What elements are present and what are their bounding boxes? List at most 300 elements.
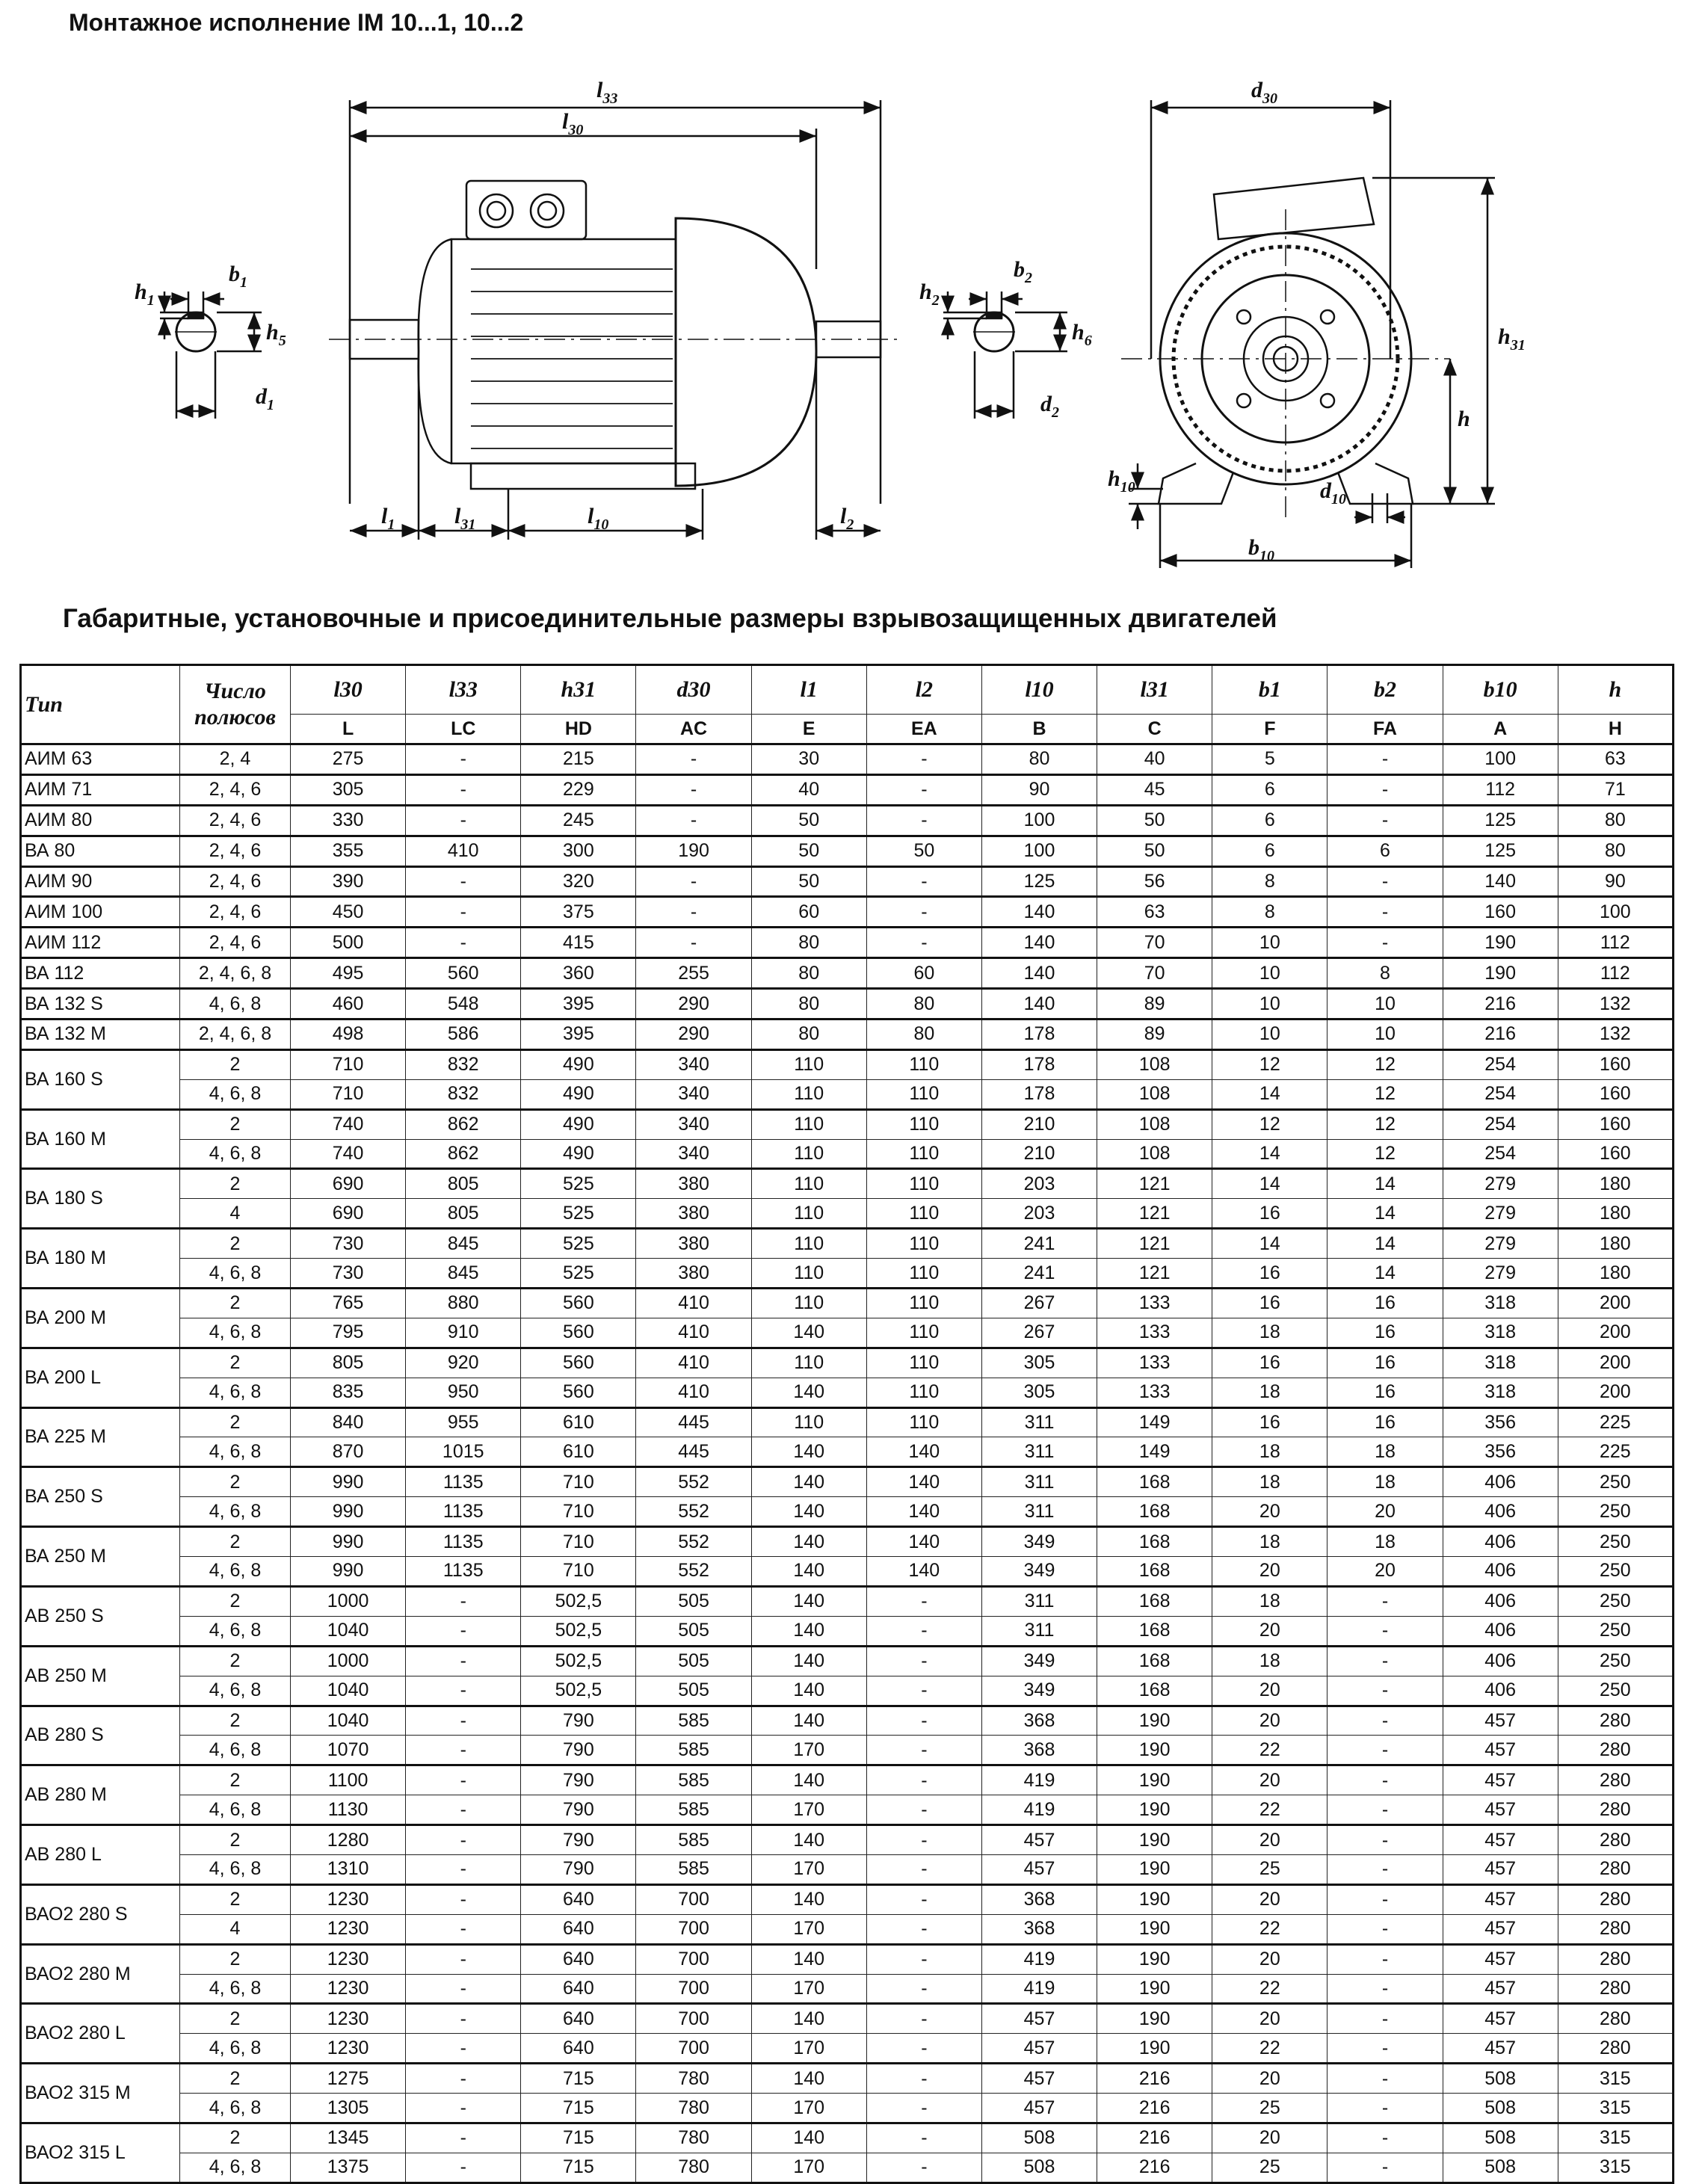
value-cell: 255: [636, 958, 751, 989]
value-cell: 100: [1558, 897, 1673, 928]
table-row: [21, 2123, 1674, 2153]
value-cell: 254: [1443, 1109, 1558, 1139]
value-cell: 832: [406, 1049, 521, 1079]
motor-type-cell: ВА 132 S: [21, 989, 180, 1019]
header-symbol-h: h: [1558, 665, 1673, 715]
value-cell: -: [866, 2064, 981, 2094]
motor-type-cell: ВА 200 L: [21, 1348, 180, 1407]
value-cell: 190: [1443, 958, 1558, 989]
value-cell: 1000: [291, 1646, 406, 1676]
table-row: [21, 1974, 1674, 2004]
value-cell: 457: [1443, 1825, 1558, 1855]
value-cell: 190: [1097, 1944, 1212, 1974]
value-cell: -: [636, 866, 751, 897]
value-cell: 920: [406, 1348, 521, 1378]
page-title: Монтажное исполнение IM 10...1, 10...2: [69, 9, 524, 36]
value-cell: -: [406, 1586, 521, 1616]
poles-cell: 2, 4, 6: [180, 805, 291, 836]
value-cell: 805: [406, 1199, 521, 1229]
value-cell: -: [406, 1914, 521, 1944]
header-code-b: B: [981, 715, 1097, 744]
value-cell: -: [866, 744, 981, 775]
value-cell: -: [1327, 1676, 1443, 1706]
value-cell: 457: [1443, 1914, 1558, 1944]
value-cell: 419: [981, 1974, 1097, 2004]
motor-side-view: [329, 100, 897, 540]
value-cell: 585: [636, 1765, 751, 1795]
value-cell: -: [406, 866, 521, 897]
dimensions-table-body: [21, 665, 1674, 2183]
value-cell: 25: [1212, 1854, 1327, 1884]
value-cell: 168: [1097, 1527, 1212, 1557]
value-cell: 140: [751, 1884, 866, 1914]
value-cell: 80: [751, 989, 866, 1019]
value-cell: 110: [751, 1259, 866, 1289]
table-row: [21, 1854, 1674, 1884]
value-cell: 279: [1443, 1199, 1558, 1229]
value-cell: 90: [1558, 866, 1673, 897]
value-cell: 508: [981, 2153, 1097, 2183]
value-cell: 140: [751, 1586, 866, 1616]
value-cell: 368: [981, 1706, 1097, 1736]
value-cell: 110: [866, 1229, 981, 1259]
value-cell: 280: [1558, 1944, 1673, 1974]
value-cell: 110: [866, 1348, 981, 1378]
value-cell: -: [866, 1884, 981, 1914]
value-cell: 12: [1212, 1049, 1327, 1079]
value-cell: -: [866, 1765, 981, 1795]
value-cell: 340: [636, 1139, 751, 1169]
motor-type-cell: АИМ 90: [21, 866, 180, 897]
value-cell: 508: [1443, 2123, 1558, 2153]
value-cell: 110: [866, 1407, 981, 1437]
value-cell: -: [866, 774, 981, 805]
header-code-c: C: [1097, 715, 1212, 744]
value-cell: 190: [1097, 1974, 1212, 2004]
value-cell: 40: [751, 774, 866, 805]
dim-label-h10: $h_{10}$: [1108, 466, 1135, 496]
value-cell: 16: [1212, 1199, 1327, 1229]
value-cell: 1275: [291, 2064, 406, 2094]
value-cell: 710: [521, 1527, 636, 1557]
value-cell: 108: [1097, 1079, 1212, 1109]
value-cell: 1135: [406, 1467, 521, 1497]
value-cell: 170: [751, 1854, 866, 1884]
value-cell: 990: [291, 1497, 406, 1527]
table-row: [21, 774, 1674, 805]
value-cell: 315: [1558, 2153, 1673, 2183]
value-cell: 70: [1097, 958, 1212, 989]
value-cell: 89: [1097, 1019, 1212, 1050]
value-cell: -: [866, 1825, 981, 1855]
value-cell: 140: [751, 1378, 866, 1407]
dim-label-d1: $d_1$: [256, 384, 274, 413]
value-cell: 508: [981, 2123, 1097, 2153]
motor-type-cell: ВА 132 M: [21, 1019, 180, 1050]
value-cell: 160: [1443, 897, 1558, 928]
value-cell: 160: [1558, 1049, 1673, 1079]
value-cell: 250: [1558, 1586, 1673, 1616]
value-cell: -: [1327, 774, 1443, 805]
motor-front-view: [1121, 100, 1495, 568]
table-row: [21, 1109, 1674, 1139]
dim-label-h6: $h_6$: [1072, 320, 1092, 349]
value-cell: 140: [751, 1616, 866, 1646]
table-row: [21, 1019, 1674, 1050]
value-cell: 640: [521, 2004, 636, 2034]
dim-label-d30: $d_{30}$: [1251, 78, 1277, 107]
value-cell: 133: [1097, 1378, 1212, 1407]
poles-cell: 4, 6, 8: [180, 1079, 291, 1109]
poles-cell: 4, 6, 8: [180, 1557, 291, 1587]
value-cell: 1230: [291, 1914, 406, 1944]
value-cell: 640: [521, 1884, 636, 1914]
table-row: [21, 836, 1674, 866]
poles-cell: 2: [180, 2004, 291, 2034]
value-cell: 110: [866, 1169, 981, 1199]
header-symbol-b2: b2: [1327, 665, 1443, 715]
value-cell: 1040: [291, 1706, 406, 1736]
value-cell: 457: [1443, 1854, 1558, 1884]
value-cell: 406: [1443, 1646, 1558, 1676]
value-cell: 140: [866, 1467, 981, 1497]
table-row: [21, 1676, 1674, 1706]
value-cell: 133: [1097, 1289, 1212, 1318]
value-cell: 415: [521, 928, 636, 958]
value-cell: 229: [521, 774, 636, 805]
value-cell: 121: [1097, 1259, 1212, 1289]
value-cell: 18: [1212, 1437, 1327, 1467]
motor-type-cell: АВ 280 M: [21, 1765, 180, 1825]
value-cell: 140: [751, 1557, 866, 1587]
dim-label-h: h: [1458, 407, 1470, 431]
value-cell: 610: [521, 1437, 636, 1467]
value-cell: 20: [1327, 1497, 1443, 1527]
table-row: [21, 2004, 1674, 2034]
value-cell: 140: [981, 928, 1097, 958]
value-cell: 305: [981, 1348, 1097, 1378]
value-cell: -: [406, 1736, 521, 1765]
poles-cell: 4, 6, 8: [180, 1378, 291, 1407]
table-row: [21, 2094, 1674, 2123]
value-cell: 380: [636, 1229, 751, 1259]
value-cell: 110: [751, 1289, 866, 1318]
table-row: [21, 1169, 1674, 1199]
motor-type-cell: ВА 180 M: [21, 1229, 180, 1289]
motor-type-cell: ВАО2 280 M: [21, 1944, 180, 2004]
value-cell: 10: [1212, 1019, 1327, 1050]
value-cell: 445: [636, 1437, 751, 1467]
value-cell: 450: [291, 897, 406, 928]
poles-cell: 2, 4, 6, 8: [180, 958, 291, 989]
value-cell: 990: [291, 1467, 406, 1497]
value-cell: 267: [981, 1289, 1097, 1318]
value-cell: 318: [1443, 1289, 1558, 1318]
value-cell: 508: [1443, 2153, 1558, 2183]
table-row: [21, 1318, 1674, 1348]
value-cell: 279: [1443, 1169, 1558, 1199]
value-cell: 457: [1443, 1706, 1558, 1736]
value-cell: 368: [981, 1914, 1097, 1944]
value-cell: -: [406, 805, 521, 836]
value-cell: 560: [521, 1378, 636, 1407]
value-cell: 457: [1443, 2034, 1558, 2064]
value-cell: 356: [1443, 1407, 1558, 1437]
value-cell: 20: [1327, 1557, 1443, 1587]
poles-cell: 2: [180, 1586, 291, 1616]
value-cell: 56: [1097, 866, 1212, 897]
value-cell: 500: [291, 928, 406, 958]
header-code-h: H: [1558, 715, 1673, 744]
value-cell: 121: [1097, 1199, 1212, 1229]
value-cell: 395: [521, 989, 636, 1019]
value-cell: 178: [981, 1019, 1097, 1050]
value-cell: 700: [636, 2004, 751, 2034]
value-cell: 8: [1327, 958, 1443, 989]
value-cell: 710: [521, 1467, 636, 1497]
value-cell: 700: [636, 1914, 751, 1944]
dim-label-l10: $l_{10}$: [588, 504, 609, 533]
value-cell: 180: [1558, 1229, 1673, 1259]
value-cell: 110: [866, 1109, 981, 1139]
value-cell: 300: [521, 836, 636, 866]
value-cell: 225: [1558, 1437, 1673, 1467]
value-cell: 910: [406, 1318, 521, 1348]
motor-type-cell: ВАО2 280 L: [21, 2004, 180, 2064]
value-cell: 140: [751, 1825, 866, 1855]
poles-cell: 4, 6, 8: [180, 2094, 291, 2123]
poles-cell: 2: [180, 1229, 291, 1259]
value-cell: 50: [751, 866, 866, 897]
table-row: [21, 1259, 1674, 1289]
table-row: [21, 1527, 1674, 1557]
value-cell: 18: [1212, 1378, 1327, 1407]
value-cell: 14: [1212, 1229, 1327, 1259]
table-row: [21, 1348, 1674, 1378]
value-cell: -: [406, 1765, 521, 1795]
value-cell: 110: [866, 1139, 981, 1169]
value-cell: 190: [1097, 2034, 1212, 2064]
table-row: [21, 897, 1674, 928]
value-cell: 18: [1327, 1467, 1443, 1497]
value-cell: 125: [1443, 805, 1558, 836]
value-cell: 390: [291, 866, 406, 897]
value-cell: -: [866, 1706, 981, 1736]
value-cell: 560: [521, 1348, 636, 1378]
value-cell: 60: [866, 958, 981, 989]
value-cell: 368: [981, 1736, 1097, 1765]
motor-type-cell: АВ 280 L: [21, 1825, 180, 1885]
value-cell: 862: [406, 1139, 521, 1169]
value-cell: -: [1327, 1795, 1443, 1825]
value-cell: 795: [291, 1318, 406, 1348]
value-cell: 245: [521, 805, 636, 836]
value-cell: 160: [1558, 1139, 1673, 1169]
value-cell: -: [866, 1914, 981, 1944]
value-cell: 445: [636, 1407, 751, 1437]
value-cell: 100: [1443, 744, 1558, 775]
value-cell: -: [1327, 1736, 1443, 1765]
value-cell: 250: [1558, 1616, 1673, 1646]
value-cell: -: [1327, 1974, 1443, 2004]
value-cell: 140: [866, 1557, 981, 1587]
value-cell: 610: [521, 1407, 636, 1437]
value-cell: 585: [636, 1706, 751, 1736]
value-cell: 340: [636, 1049, 751, 1079]
value-cell: 210: [981, 1139, 1097, 1169]
motor-type-cell: АИМ 100: [21, 897, 180, 928]
value-cell: 70: [1097, 928, 1212, 958]
value-cell: 349: [981, 1676, 1097, 1706]
motor-type-cell: ВА 250 M: [21, 1527, 180, 1587]
value-cell: 254: [1443, 1139, 1558, 1169]
value-cell: 200: [1558, 1289, 1673, 1318]
value-cell: -: [636, 774, 751, 805]
value-cell: 190: [1097, 1706, 1212, 1736]
value-cell: 490: [521, 1139, 636, 1169]
value-cell: -: [406, 774, 521, 805]
value-cell: 108: [1097, 1049, 1212, 1079]
value-cell: 311: [981, 1616, 1097, 1646]
value-cell: 315: [1558, 2064, 1673, 2094]
value-cell: 862: [406, 1109, 521, 1139]
dim-label-l2: $l_2$: [840, 504, 854, 533]
poles-cell: 2: [180, 1646, 291, 1676]
value-cell: 406: [1443, 1676, 1558, 1706]
table-row: [21, 1049, 1674, 1079]
value-cell: 10: [1327, 1019, 1443, 1050]
poles-cell: 2: [180, 1944, 291, 1974]
value-cell: 80: [751, 958, 866, 989]
value-cell: 457: [981, 1854, 1097, 1884]
table-row: [21, 2153, 1674, 2183]
value-cell: 710: [521, 1497, 636, 1527]
poles-cell: 4, 6, 8: [180, 1259, 291, 1289]
value-cell: 1280: [291, 1825, 406, 1855]
value-cell: 149: [1097, 1437, 1212, 1467]
value-cell: 320: [521, 866, 636, 897]
value-cell: 210: [981, 1109, 1097, 1139]
poles-cell: 4, 6, 8: [180, 989, 291, 1019]
value-cell: 1230: [291, 1884, 406, 1914]
value-cell: 25: [1212, 2094, 1327, 2123]
value-cell: 457: [1443, 1884, 1558, 1914]
value-cell: 6: [1212, 774, 1327, 805]
value-cell: 525: [521, 1169, 636, 1199]
header-symbol-d30: d30: [636, 665, 751, 715]
motor-type-cell: АВ 250 M: [21, 1646, 180, 1706]
value-cell: 110: [751, 1169, 866, 1199]
header-symbol-b1: b1: [1212, 665, 1327, 715]
value-cell: 790: [521, 1736, 636, 1765]
value-cell: -: [406, 1825, 521, 1855]
value-cell: -: [866, 866, 981, 897]
dim-label-l1: $l_1$: [381, 504, 395, 533]
value-cell: 410: [636, 1318, 751, 1348]
value-cell: 840: [291, 1407, 406, 1437]
value-cell: 406: [1443, 1586, 1558, 1616]
table-row: [21, 1736, 1674, 1765]
table-row: [21, 1079, 1674, 1109]
value-cell: 318: [1443, 1378, 1558, 1407]
value-cell: 14: [1327, 1259, 1443, 1289]
value-cell: -: [1327, 897, 1443, 928]
value-cell: 419: [981, 1944, 1097, 1974]
value-cell: 502,5: [521, 1586, 636, 1616]
header-poles: Число полюсов: [180, 665, 291, 744]
value-cell: 490: [521, 1109, 636, 1139]
table-row: [21, 958, 1674, 989]
value-cell: 560: [521, 1318, 636, 1348]
table-row: [21, 2064, 1674, 2094]
value-cell: 710: [521, 1557, 636, 1587]
value-cell: 1070: [291, 1736, 406, 1765]
value-cell: 715: [521, 2064, 636, 2094]
value-cell: 132: [1558, 1019, 1673, 1050]
value-cell: -: [406, 1884, 521, 1914]
value-cell: 690: [291, 1169, 406, 1199]
value-cell: 16: [1212, 1348, 1327, 1378]
value-cell: -: [406, 1854, 521, 1884]
value-cell: 25: [1212, 2153, 1327, 2183]
value-cell: 140: [751, 1318, 866, 1348]
value-cell: 805: [291, 1348, 406, 1378]
dim-label-b2: $b_2$: [1014, 257, 1032, 286]
poles-cell: 2: [180, 1049, 291, 1079]
value-cell: 560: [406, 958, 521, 989]
value-cell: 730: [291, 1229, 406, 1259]
value-cell: 502,5: [521, 1616, 636, 1646]
value-cell: 125: [981, 866, 1097, 897]
value-cell: 330: [291, 805, 406, 836]
value-cell: 1305: [291, 2094, 406, 2123]
value-cell: -: [1327, 1854, 1443, 1884]
poles-cell: 4, 6, 8: [180, 1795, 291, 1825]
poles-cell: 2: [180, 1706, 291, 1736]
value-cell: 356: [1443, 1437, 1558, 1467]
value-cell: 1375: [291, 2153, 406, 2183]
value-cell: 50: [751, 805, 866, 836]
value-cell: 552: [636, 1467, 751, 1497]
value-cell: 170: [751, 1974, 866, 2004]
value-cell: 216: [1097, 2153, 1212, 2183]
value-cell: 140: [751, 2123, 866, 2153]
poles-cell: 2, 4, 6: [180, 897, 291, 928]
value-cell: 835: [291, 1378, 406, 1407]
value-cell: 132: [1558, 989, 1673, 1019]
value-cell: 180: [1558, 1199, 1673, 1229]
value-cell: 280: [1558, 1974, 1673, 2004]
header-code-l: L: [291, 715, 406, 744]
value-cell: 380: [636, 1199, 751, 1229]
value-cell: 280: [1558, 2004, 1673, 2034]
value-cell: 1100: [291, 1765, 406, 1795]
value-cell: 110: [751, 1049, 866, 1079]
value-cell: 20: [1212, 1497, 1327, 1527]
value-cell: 216: [1097, 2123, 1212, 2153]
value-cell: 280: [1558, 1706, 1673, 1736]
poles-cell: 4: [180, 1914, 291, 1944]
value-cell: 780: [636, 2094, 751, 2123]
value-cell: 410: [636, 1378, 751, 1407]
value-cell: -: [406, 1646, 521, 1676]
value-cell: 380: [636, 1169, 751, 1199]
value-cell: 715: [521, 2153, 636, 2183]
value-cell: 216: [1097, 2094, 1212, 2123]
poles-cell: 2, 4: [180, 744, 291, 775]
value-cell: 457: [981, 2094, 1097, 2123]
table-row: [21, 866, 1674, 897]
